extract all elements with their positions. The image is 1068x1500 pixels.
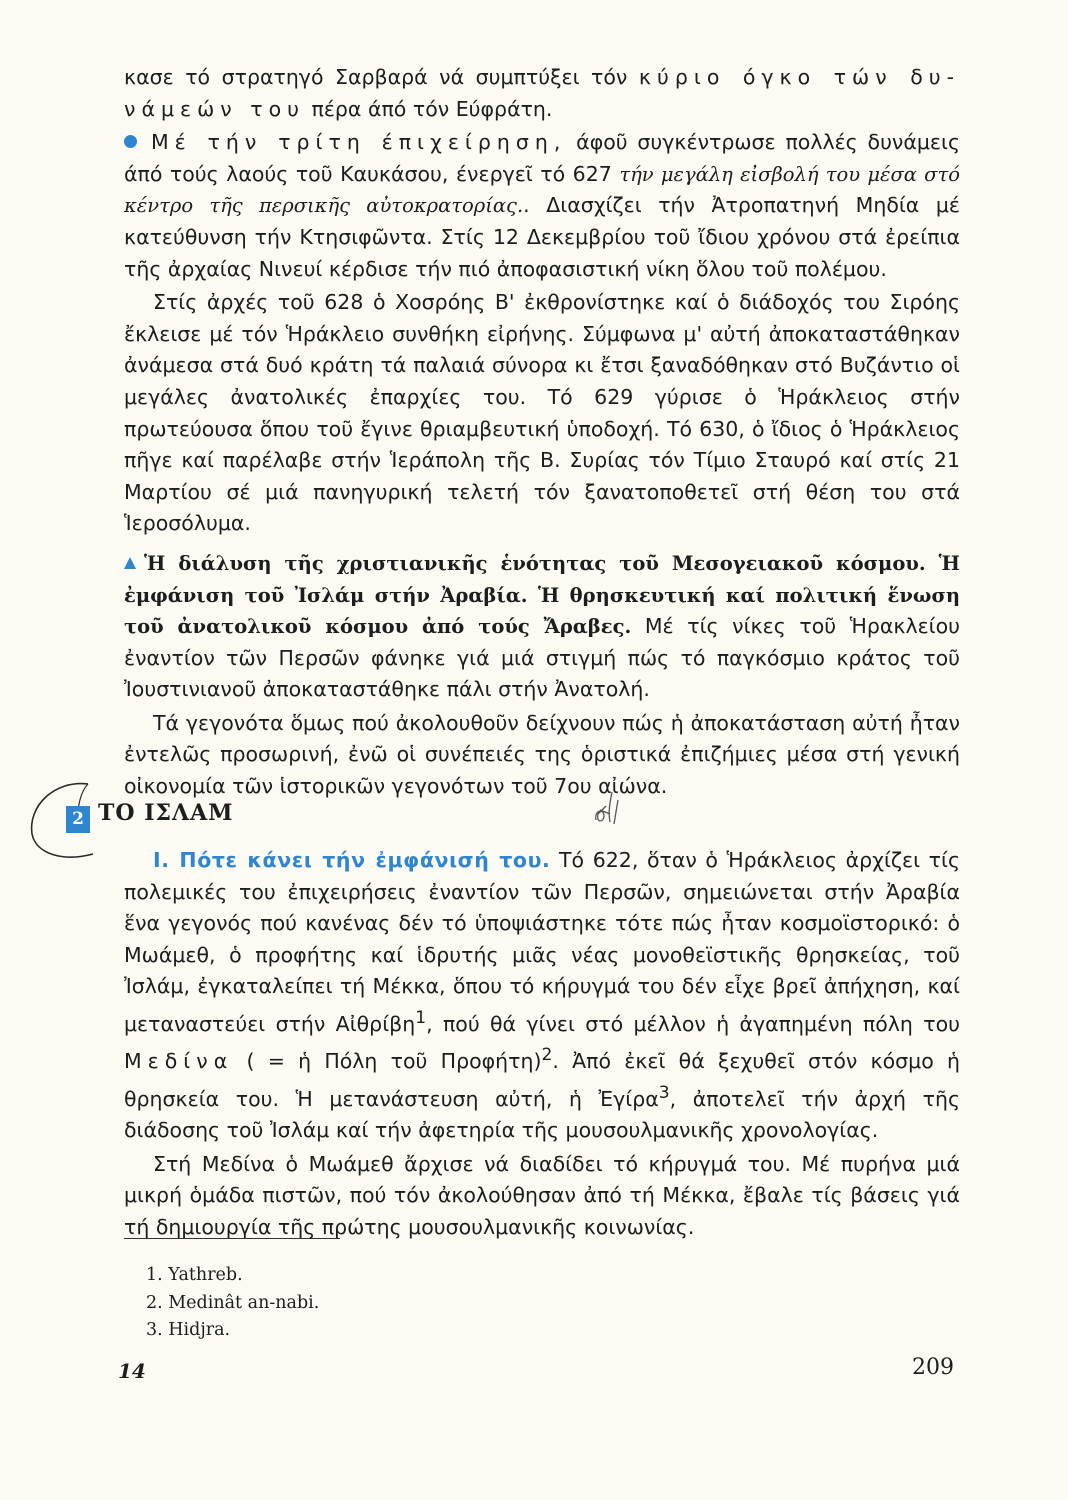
blue-bullet-icon bbox=[124, 135, 137, 148]
bold-subheading: Ἡ διάλυση τῆς χριστιανικῆς ἑνότητας τοῦ Μεσογειακοῦ κόσμου. Ἡ ἐμφάνιση τοῦ Ἰσλάμ στήν Ἀραβία. Ἡ θρησκευτική καί πολιτική ἕνωση τοῦ ἀνατολικοῦ κόσμου ἀπό τούς Ἄραβες. bbox=[124, 551, 960, 639]
spaced-emphasis: Μεδίνα bbox=[124, 1049, 234, 1074]
blue-subheading: Ι. Πότε κάνει τήν ἐμφάνισή του. bbox=[153, 848, 551, 872]
footnote-item: 3. Hidjra. bbox=[146, 1320, 231, 1340]
text-run: Μέ τίς νίκες τοῦ Ἡρακλείου ἐναντίον τῶν Περσῶν φάνηκε γιά μιά στιγμή πώς τό παγκόσμιο κράτος τοῦ Ἰουστινιανοῦ ἀποκαταστάθηκε πάλι στήν Ἀνατολή. bbox=[124, 614, 960, 702]
paragraph-peace-treaty: Στίς ἀρχές τοῦ 628 ὁ Χοσρόης Β' ἐκθρονίστηκε καί ὁ διάδοχός του Σιρόης ἔκλεισε μέ τόν Ἡράκλειο συνθήκη εἰρήνης. Σύμφωνα μ' αὐτή ἀποκαταστάθηκαν ἀνάμεσα στά δυό κράτη τά παλαιά σύνορα κι ἔτσι ξαναδόθηκαν στό Βυζάντιο οἱ μεγάλες ἀνατολικές ἐπαρχίες του. Τό 629 γύρισε ὁ Ἡράκλειος στήν πρωτεύουσα ὅπου τοῦ ἔγινε θριαμβευτική ὑποδοχή. Τό 630, ὁ ἴδιος ὁ Ἡράκλειος πῆγε καί παρέλαβε στήν Ἱεράπολη τῆς Β. Συρίας τόν Τίμιο Σταυρό καί στίς 21 Μαρτίου σέ μιά πανηγυρική τελετή τόν ξανατοποθετεῖ στή θέση του στά Ἱεροσόλυμα. bbox=[124, 290, 960, 536]
footnote-ref: 1 bbox=[415, 1007, 427, 1028]
spaced-emphasis: Μέ τήν τρίτη έπιχείρηση, bbox=[151, 130, 567, 155]
footnote-ref: 2 bbox=[541, 1045, 553, 1066]
paragraph-third-campaign bbox=[124, 127, 960, 285]
paragraph-sarvaras bbox=[124, 62, 960, 125]
body-text-upper bbox=[124, 62, 960, 803]
footnote-divider bbox=[124, 1238, 340, 1239]
signature-number: 14 bbox=[118, 1359, 146, 1383]
body-text-lower bbox=[124, 845, 960, 1244]
page-number: 209 bbox=[912, 1355, 954, 1380]
italic-emphasis: τήν μεγάλη εἰσβολή του μέσα στό κέντρο τῆς περσικῆς αὐτοκρατορίας. bbox=[124, 162, 961, 218]
paragraph-medina: Στή Μεδίνα ὁ Μωάμεθ ἄρχισε νά διαδίδει τό κήρυγμά του. Μέ πυρήνα μιά μικρή ὁμάδα πιστῶν, πού τόν ἀκολούθησαν ἀπό τή Μέκκα, ἔβαλε τίς βάσεις γιά τή δημιουργία τῆς πρώτης μουσουλμανικῆς κοινωνίας. bbox=[124, 1151, 960, 1240]
footnote-item: 1. Yathreb. bbox=[146, 1265, 243, 1285]
paragraph-dissolution bbox=[124, 548, 960, 706]
handwritten-scribble-mark bbox=[590, 780, 640, 830]
footnotes bbox=[146, 1262, 319, 1345]
section-title: ΤΟ ΙΣΛΑΜ bbox=[98, 800, 234, 826]
text-run: ( = ἡ Πόλη τοῦ Προφήτη) bbox=[233, 1049, 542, 1074]
footnote-item: 2. Medinât an-nabi. bbox=[146, 1292, 320, 1313]
text-run: κασε τό στρατηγό Σαρβαρά νά συμπτύξει τόν bbox=[124, 65, 639, 89]
text-run: άφοῦ συγκέντρωσε πολλές δυνάμεις άπό τούς λαούς τοῦ Καυκάσου, ένεργεῖ τό 627 bbox=[124, 130, 960, 186]
paragraph-islam-origin bbox=[124, 845, 960, 1147]
text-run: , ἀποτελεῖ τήν ἀρχή τῆς διάδοσης τοῦ Ἰσλάμ καί τήν ἀφετηρία τῆς μουσουλμανικῆς χρονολογίας. bbox=[124, 1086, 960, 1143]
blue-triangle-icon bbox=[124, 557, 136, 569]
text-run: , πού θά γίνει στό μέλλον ἡ ἀγαπημένη πόλη του bbox=[426, 1011, 960, 1036]
text-run: . Διασχίζει τήν Ἀτροπατηνή Μηδία μέ κατεύθυνση τήν Κτησιφῶντα. Στίς 12 Δεκεμβρίου τοῦ ἴδιου χρόνου στά ἐρείπια τῆς ἀρχαίας Νινευί κέρδισε τήν πιό ἀποφασιστική νίκη ὅλου τοῦ πολέμου. bbox=[124, 193, 960, 281]
footnote-ref: 3 bbox=[658, 1082, 670, 1103]
text-run: Τό 622, ὅταν ὁ Ἡράκλειος ἀρχίζει τίς πολεμικές του ἐπιχειρήσεις ἐναντίον τῶν Περσῶν, σημειώνεται στήν Ἀραβία ἕνα γεγονός πού κανένας δέν τό ὑποψιάστηκε τότε πώς ἦταν κοσμοϊστορικό: ὁ Μωάμεθ, ὁ προφήτης καί ἱδρυτής μιᾶς νέας μονοθεϊστικῆς θρησκείας, τοῦ Ἰσλάμ, ἐγκαταλείπει τή Μέκκα, ὅπου τό κήρυγμά του δέν εἶχε βρεῖ ἀπήχηση, καί μεταναστεύει στήν Αἰθρίβη bbox=[124, 848, 960, 1036]
section-number-badge: 2 bbox=[66, 806, 90, 833]
text-run: πέρα άπό τόν Εύφράτη. bbox=[304, 96, 553, 121]
spaced-emphasis: κύριο όγκο τών δυ- νάμεών του bbox=[124, 65, 961, 121]
paragraph-consequences: Τά γεγονότα ὅμως πού ἀκολουθοῦν δείχνουν πώς ἡ ἀποκατάσταση αὐτή ἦταν ἐντελῶς προσωρινή, ἐνῶ οἱ συνέπειές της ὁριστικά ἐπιζήμιες μέσα στή γενική οἰκονομία τῶν ἱστορικῶν γεγονότων τοῦ 7ου αἰώνα. bbox=[124, 710, 960, 799]
text-run: . Ἀπό ἐκεῖ θά ξεχυθεῖ στόν κόσμο ἡ θρησκεία του. Ἡ μετανάστευση αὐτή, ἡ Ἐγίρα bbox=[124, 1049, 960, 1111]
